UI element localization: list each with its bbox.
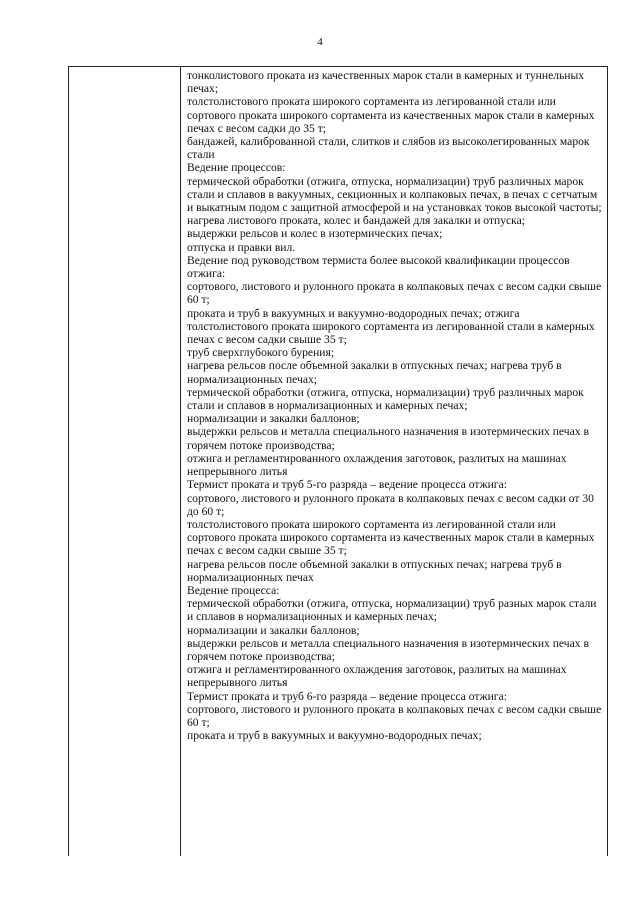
text-line: термической обработки (отжига, отпуска, нормализации) труб разных марок стали и сплавов в нормализационных и камерных печах; bbox=[187, 597, 597, 624]
text-line: нормализации и закалки баллонов; bbox=[187, 412, 360, 426]
text-line: тонколистового проката из качественных марок стали в камерных и туннельных печах; bbox=[187, 69, 585, 96]
text-line: нагрева рельсов после объемной закалки в отпускных печах; нагрева труб в нормализационных печах; bbox=[187, 359, 562, 386]
text-line: отжига и регламентированного охлаждения заготовок, разлитых на машинах непрерывного литья bbox=[187, 451, 567, 479]
text-line: Термист проката и труб 6-го разряда – ведение процесса отжига: bbox=[187, 689, 507, 703]
text-line: проката и труб в вакуумных и вакуумно-водородных печах; bbox=[187, 729, 482, 743]
text-line: Ведение процесса: bbox=[187, 583, 280, 597]
text-line: толстолистового проката широкого сортамента из легированной стали или сортового проката широкого сортамента из качественных марок стали в камерных печах с весом садки до 35 т; bbox=[187, 95, 595, 135]
text-line: Термист проката и труб 5-го разряда – ведение процесса отжига: bbox=[187, 478, 507, 492]
text-line: бандажей, калиброванной стали, слитков и слябов из высоколегированных марок стали bbox=[187, 135, 590, 162]
text-line: сортового, листового и рулонного проката в колпаковых печах с весом садки свыше 60 т; bbox=[187, 702, 602, 729]
text-line: термической обработки (отжига, отпуска, нормализации) труб различных марок стали и сплавов в вакуумных, секционных и колпаковых печах, в печах с сетчатым и выкатным подом с защитной атмосферой и на установках токов высокой частоты; bbox=[187, 174, 602, 215]
text-line: толстолистового проката широкого сортамента из легированной стали или сортового проката широкого сортамента из качественных марок стали в камерных печах с весом садки свыше 35 т; bbox=[187, 517, 595, 558]
text-line: сортового, листового и рулонного проката в колпаковых печах с весом садки от 30 до 60 т; bbox=[187, 491, 594, 518]
text-line: сортового, листового и рулонного проката в колпаковых печах с весом садки свыше 60 т; bbox=[187, 280, 602, 307]
text-line: отпуска и правки вил. bbox=[187, 240, 296, 254]
text-line: проката и труб в вакуумных и вакуумно-водородных печах; отжига толстолистового проката широкого сортамента из легированной стали в камерных печах с весом садки свыше 35 т; bbox=[187, 306, 595, 347]
text-line: Ведение процессов: bbox=[187, 161, 286, 175]
text-line: выдержки рельсов и металла специального назначения в изотермических печах в горячем потоке производства; bbox=[187, 425, 589, 452]
text-line: нормализации и закалки баллонов; bbox=[187, 623, 360, 637]
text-line: Ведение под руководством термиста более высокой квалификации процессов отжига: bbox=[187, 253, 570, 281]
text-line: выдержки рельсов и металла специального назначения в изотермических печах в горячем потоке производства; bbox=[187, 636, 589, 663]
text-line: труб сверхглубокого бурения; bbox=[187, 346, 335, 360]
table-left-column bbox=[69, 67, 181, 856]
table-right-column bbox=[181, 67, 607, 856]
document-table bbox=[68, 66, 608, 856]
text-line: отжига и регламентированного охлаждения заготовок, разлитых на машинах непрерывного литья bbox=[187, 663, 567, 690]
text-line: нагрева листового проката, колес и бандажей для закалки и отпуска; bbox=[187, 214, 525, 228]
text-line: выдержки рельсов и колес в изотермических печах; bbox=[187, 227, 443, 241]
text-line: термической обработки (отжига, отпуска, нормализации) труб различных марок стали и сплавов в нормализационных и камерных печах; bbox=[187, 385, 584, 413]
text-line: нагрева рельсов после объемной закалки в отпускных печах; нагрева труб в нормализационных печах bbox=[187, 557, 562, 584]
page-number: 4 bbox=[317, 36, 323, 48]
